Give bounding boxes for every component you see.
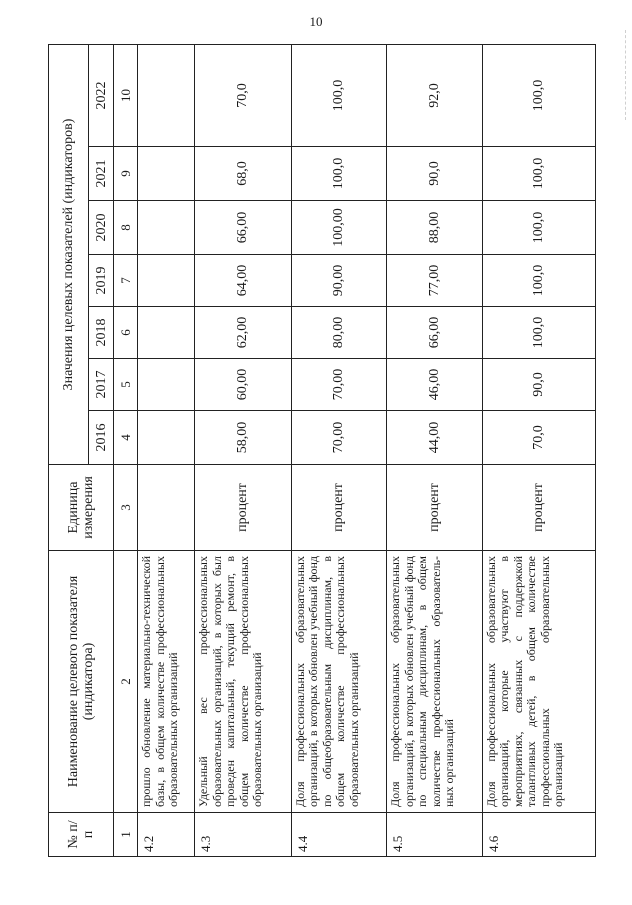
indicator-name: Доля профессиональных образовательных организаций, в которых обновлен учебный фонд по общеобразовательным дисциплинам, в общем количестве профессиональных образовательных организаций <box>291 551 387 813</box>
value-cell: 44,00 <box>387 411 483 465</box>
value-cell: 100,0 <box>291 45 387 147</box>
column-number: 3 <box>114 465 138 551</box>
indicator-name: Удельный вес профессиональных образовательных организаций, в которых был проведен капитальный, текущий ремонт, в общем количестве профессиональных образовательных организаций <box>195 551 292 813</box>
header-number: № п/п <box>49 813 114 857</box>
value-cell <box>138 147 195 201</box>
column-number: 4 <box>114 411 138 465</box>
value-cell: 100,0 <box>482 307 595 359</box>
value-cell: 62,00 <box>195 307 292 359</box>
value-cell <box>138 45 195 147</box>
header-year: 2017 <box>89 359 114 411</box>
row-index: 4.4 <box>291 813 387 857</box>
header-unit: Единица измерения <box>49 465 114 551</box>
indicator-name: Доля профессиональных образовательных организаций, которые участвуют в мероприятиях, связанных с поддержкой талантливых детей, в общем количестве профессиональных образовательных организаций <box>482 551 595 813</box>
row-index: 4.6 <box>482 813 595 857</box>
value-cell: 58,00 <box>195 411 292 465</box>
column-number: 1 <box>114 813 138 857</box>
indicator-name: прошло обновление материально-технической базы, в общем количестве профессиональных образовательных организаций <box>138 551 195 813</box>
value-cell <box>138 201 195 255</box>
column-number: 7 <box>114 255 138 307</box>
value-cell: 70,0 <box>195 45 292 147</box>
header-name: Наименование целевого показателя (индикатора) <box>49 551 114 813</box>
column-number: 10 <box>114 45 138 147</box>
header-year: 2019 <box>89 255 114 307</box>
value-cell: 88,00 <box>387 201 483 255</box>
column-number: 2 <box>114 551 138 813</box>
value-cell: 90,00 <box>291 255 387 307</box>
value-cell <box>138 411 195 465</box>
value-cell: 92,0 <box>387 45 483 147</box>
value-cell: 100,00 <box>291 201 387 255</box>
table-row <box>291 45 387 857</box>
value-cell <box>138 255 195 307</box>
value-cell: 70,0 <box>482 411 595 465</box>
scan-edge-mark <box>624 30 626 120</box>
value-cell: 70,00 <box>291 359 387 411</box>
value-cell: 68,0 <box>195 147 292 201</box>
value-cell: 100,0 <box>291 147 387 201</box>
value-cell: 46,00 <box>387 359 483 411</box>
value-cell: 66,00 <box>195 201 292 255</box>
header-year: 2018 <box>89 307 114 359</box>
value-cell: 100,0 <box>482 45 595 147</box>
table-row <box>387 45 483 857</box>
header-year: 2020 <box>89 201 114 255</box>
header-year: 2021 <box>89 147 114 201</box>
value-cell <box>138 307 195 359</box>
value-cell: 70,00 <box>291 411 387 465</box>
value-cell: 100,0 <box>482 201 595 255</box>
value-cell: 80,00 <box>291 307 387 359</box>
value-cell: 77,00 <box>387 255 483 307</box>
indicator-table <box>48 44 596 857</box>
unit-cell: процент <box>387 465 483 551</box>
unit-cell: процент <box>195 465 292 551</box>
header-values-group: Значения целевых показателей (индикаторов) <box>49 45 89 465</box>
rotated-table-container <box>48 45 596 857</box>
unit-cell: процент <box>482 465 595 551</box>
row-index: 4.2 <box>138 813 195 857</box>
table-row <box>482 45 595 857</box>
indicator-name: Доля профессиональных образовательных организаций, в которых обновлен учебный фонд по специальным дисциплинам, в общем количестве профессиональных образователь-ных организаций <box>387 551 483 813</box>
value-cell <box>138 359 195 411</box>
unit-cell: процент <box>291 465 387 551</box>
column-number: 8 <box>114 201 138 255</box>
value-cell: 64,00 <box>195 255 292 307</box>
column-number: 6 <box>114 307 138 359</box>
value-cell: 60,00 <box>195 359 292 411</box>
column-number: 9 <box>114 147 138 201</box>
page-number: 10 <box>309 14 323 29</box>
value-cell: 90,0 <box>482 359 595 411</box>
table-row <box>138 45 195 857</box>
column-number: 5 <box>114 359 138 411</box>
row-index: 4.3 <box>195 813 292 857</box>
header-year: 2022 <box>89 45 114 147</box>
row-index: 4.5 <box>387 813 483 857</box>
header-year: 2016 <box>89 411 114 465</box>
unit-cell <box>138 465 195 551</box>
table-row <box>195 45 292 857</box>
value-cell: 90,0 <box>387 147 483 201</box>
value-cell: 100,0 <box>482 147 595 201</box>
value-cell: 100,0 <box>482 255 595 307</box>
value-cell: 66,00 <box>387 307 483 359</box>
